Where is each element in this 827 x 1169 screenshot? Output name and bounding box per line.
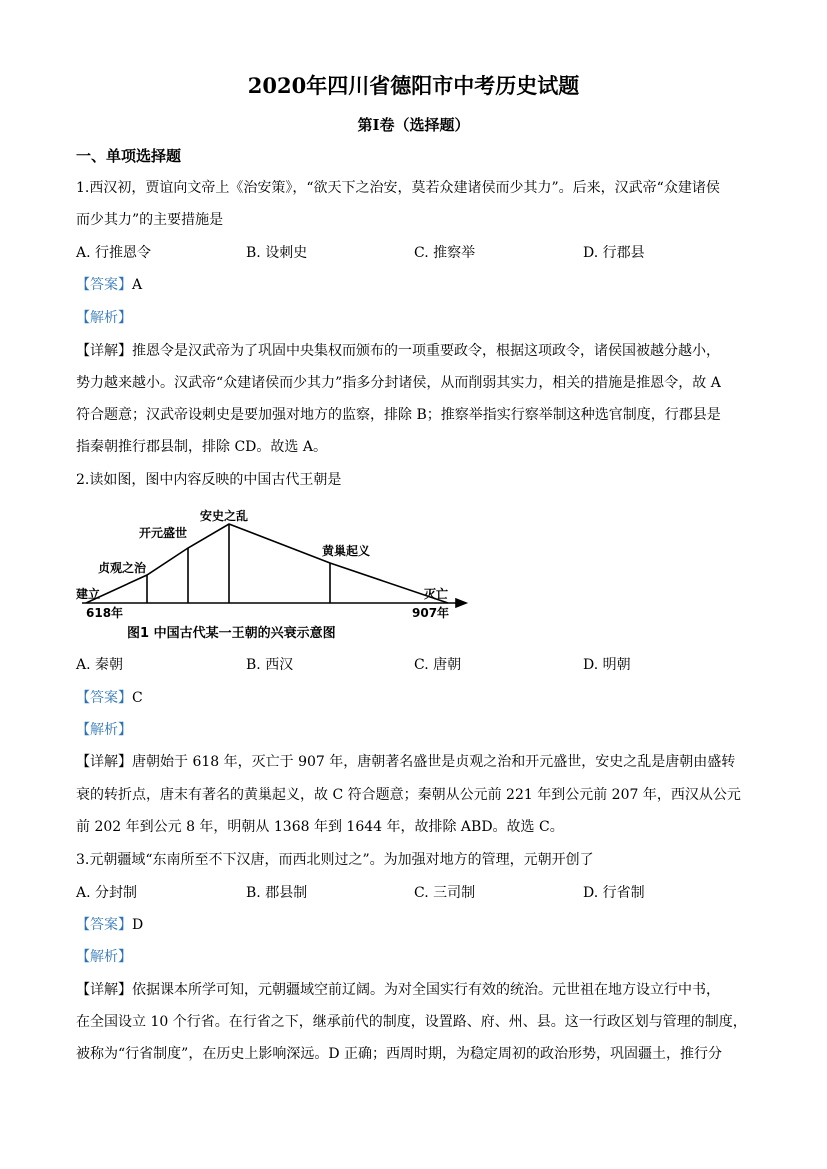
q1-option-a: A. 行推恩令: [76, 245, 152, 261]
detail-text: 依据课本所学可知，元朝疆域空前辽阔。为对全国实行有效的统治。元世祖在地方设立行中书，: [132, 982, 720, 998]
label-start-year: 618年: [86, 606, 124, 620]
q2-option-a: A. 秦朝: [76, 657, 124, 673]
q3-option-b: B. 郡县制: [246, 885, 308, 901]
q2-option-b: B. 西汉: [246, 657, 294, 673]
q3-stem: 3.元朝疆域“东南所至不下汉唐，而西北则过之”。为加强对地方的管理，元朝开创了: [76, 852, 594, 868]
q1-option-d: D. 行郡县: [583, 245, 645, 261]
answer-value: C: [132, 690, 143, 706]
q2-detail-line3: 前 202 年到公元 8 年，明朝从 1368 年到 1644 年，故排除 ABD。故选 C。: [76, 819, 564, 835]
label-start: 建立: [76, 587, 101, 601]
answer-tag: 【答案】: [76, 917, 132, 933]
q2-analysis-tag: 【解析】: [76, 722, 132, 738]
answer-value: A: [132, 277, 143, 293]
detail-text: 推恩令是汉武帝为了巩固中央集权而颁布的一项重要政令，根据这项政令，诸侯国被越分越小，: [132, 343, 720, 359]
q1-stem-line1: 1.西汉初，贾谊向文帝上《治安策》，“欲天下之治安，莫若众建诸侯而少其力”。后来，汉武帝“众建诸侯: [76, 180, 720, 196]
q1-option-c: C. 推察举: [414, 245, 476, 261]
q2-stem: 2.读如图，图中内容反映的中国古代王朝是: [76, 472, 342, 488]
q3-option-a: A. 分封制: [76, 885, 138, 901]
detail-text: 唐朝始于 618 年，灭亡于 907 年，唐朝著名盛世是贞观之治和开元盛世，安史之乱是唐朝由盛转: [132, 754, 736, 770]
q3-analysis-tag: 【解析】: [76, 949, 132, 965]
section-heading: 一、单项选择题: [76, 147, 182, 165]
label-kaiyuan: 开元盛世: [139, 526, 188, 540]
label-end: 灭亡: [424, 587, 449, 601]
answer-tag: 【答案】: [76, 690, 132, 706]
q1-answer: [76, 275, 142, 295]
q1-detail-line3: 符合题意；汉武帝设刺史是要加强对地方的监察，排除 B；推察举指实行察举制这种选官制度，行郡县是: [76, 407, 721, 423]
q2-detail-line2: 衰的转折点，唐末有著名的黄巢起义，故 C 符合题意；秦朝从公元前 221 年到公元前 207 年，西汉从公元: [76, 787, 741, 803]
q1-detail-line2: 势力越来越小。汉武帝“众建诸侯而少其力”指多分封诸侯，从而削弱其实力，相关的措施是推恩令，故 A: [76, 375, 721, 391]
q2-answer: [76, 688, 143, 708]
label-zhenguan: 贞观之治: [98, 561, 147, 575]
q2-option-d: D. 明朝: [583, 657, 631, 673]
q1-option-b: B. 设刺史: [246, 245, 308, 261]
figure-caption: 图1 中国古代某一王朝的兴衰示意图: [127, 626, 336, 641]
q3-detail-line2: 在全国设立 10 个行省。在行省之下，继承前代的制度，设置路、府、州、县。这一行政区划与管理的制度，: [76, 1014, 747, 1030]
page-subtitle: 第Ⅰ卷（选择题）: [357, 116, 470, 134]
label-end-year: 907年: [412, 606, 450, 620]
answer-tag: 【答案】: [76, 277, 132, 293]
label-huangchao: 黄巢起义: [322, 544, 371, 558]
page-title: 2020年四川省德阳市中考历史试题: [247, 73, 580, 98]
answer-value: D: [132, 917, 144, 933]
q3-option-c: C. 三司制: [414, 885, 476, 901]
q3-detail-line1: [76, 980, 720, 1000]
q1-analysis-tag: 【解析】: [76, 310, 132, 326]
q2-option-c: C. 唐朝: [414, 657, 462, 673]
detail-tag: 【详解】: [76, 754, 132, 770]
q2-detail-line1: [76, 752, 735, 772]
q3-option-d: D. 行省制: [583, 885, 645, 901]
q1-stem-line2: 而少其力”的主要措施是: [76, 212, 224, 228]
q3-answer: [76, 915, 143, 935]
dynasty-rise-fall-diagram: [76, 500, 476, 645]
timeline-arrowhead: [456, 599, 466, 607]
q1-detail-line1: [76, 341, 720, 361]
detail-tag: 【详解】: [76, 982, 132, 998]
detail-tag: 【详解】: [76, 343, 132, 359]
q3-detail-line3: 被称为“行省制度”，在历史上影响深远。D 正确；西周时期，为稳定周初的政治形势，巩固疆土，推行分: [76, 1046, 722, 1062]
label-anshi: 安史之乱: [200, 509, 249, 523]
q1-detail-line4: 指秦朝推行郡县制，排除 CD。故选 A。: [76, 439, 327, 455]
